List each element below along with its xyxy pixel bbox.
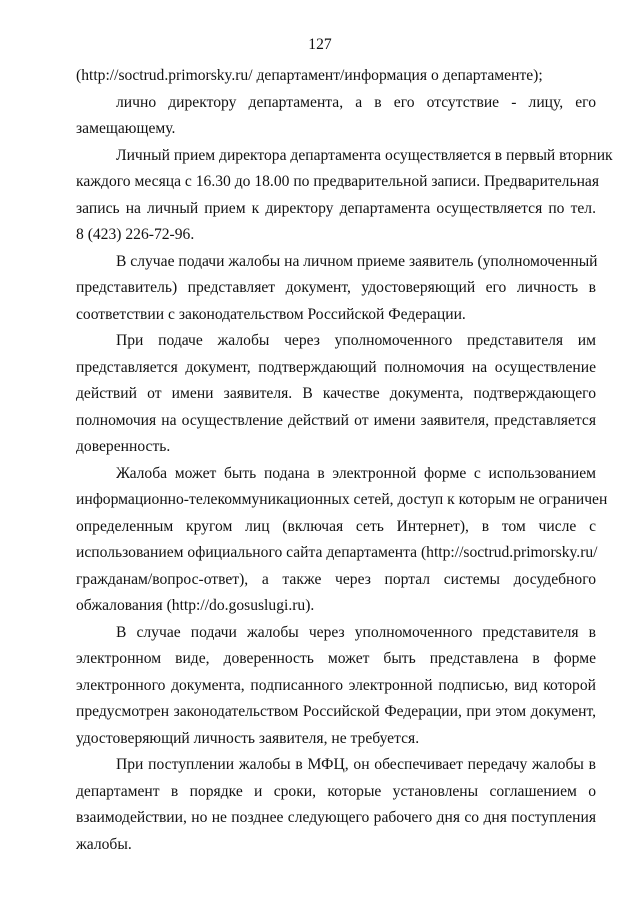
text-line: В случае подачи жалобы через уполномоченного представителя в xyxy=(116,623,596,641)
text-line: взаимодействии, но не позднее следующего рабочего дня со дня поступления xyxy=(76,809,596,826)
page-number: 127 xyxy=(308,36,332,53)
text-line: замещающему. xyxy=(76,120,176,137)
text-line: представляется документ, подтверждающий полномочия на осуществление xyxy=(76,358,596,376)
text-line: каждого месяца с 16.30 до 18.00 по предварительной записи. Предварительная xyxy=(76,173,600,190)
text-line: электронного документа, подписанного электронной подписью, вид которой xyxy=(76,676,596,694)
text-line: В случае подачи жалобы на личном приеме заявитель (уполномоченный xyxy=(116,252,598,270)
text-line: электронном виде, доверенность может быть представлена в форме xyxy=(76,650,596,667)
text-line: запись на личный прием к директору департамента осуществляется по тел. xyxy=(76,199,596,217)
text-line: информационно-телекоммуникационных сетей, доступ к которым не ограничен xyxy=(76,491,608,508)
text-line: действий от имени заявителя. В качестве документа, подтверждающего xyxy=(76,385,596,402)
text-line: лично директору департамента, а в его отсутствие - лицу, его xyxy=(116,93,596,111)
text-line: департамент в порядке и сроки, которые установлены соглашением о xyxy=(76,782,596,800)
text-line: жалобы. xyxy=(76,835,132,853)
text-line: При поступлении жалобы в МФЦ, он обеспечивает передачу жалобы в xyxy=(116,756,596,773)
text-line: доверенность. xyxy=(76,438,171,455)
text-line: удостоверяющий личность заявителя, не требуется. xyxy=(76,729,420,747)
text-line: полномочия на осуществление действий от имени заявителя, представляется xyxy=(76,411,596,429)
text-line: Личный прием директора департамента осуществляется в первый вторник xyxy=(116,146,613,164)
text-line: гражданам/вопрос-ответ), а также через портал системы досудебного xyxy=(76,570,596,588)
text-line: Жалоба может быть подана в электронной форме с использованием xyxy=(116,464,596,482)
text-line: представитель) представляет документ, удостоверяющий его личность в xyxy=(76,279,596,296)
text-line: определенным кругом лиц (включая сеть Интернет), в том числе с xyxy=(76,517,596,535)
text-line: использованием официального сайта департамента (http://soctrud.primorsky.ru/ xyxy=(76,544,598,561)
text-line: При подаче жалобы через уполномоченного представителя им xyxy=(116,332,596,349)
text-line: 8 (423) 226-72-96. xyxy=(76,226,195,243)
text-line: соответствии с законодательством Российской Федерации. xyxy=(76,305,466,323)
text-line: обжалования (http://do.gosuslugi.ru). xyxy=(76,597,315,614)
document-body xyxy=(76,63,613,858)
text-line: предусмотрен законодательством Российской Федерации, при этом документ, xyxy=(76,703,596,720)
text-line: (http://soctrud.primorsky.ru/ департамент/информация о департаменте); xyxy=(76,67,543,84)
